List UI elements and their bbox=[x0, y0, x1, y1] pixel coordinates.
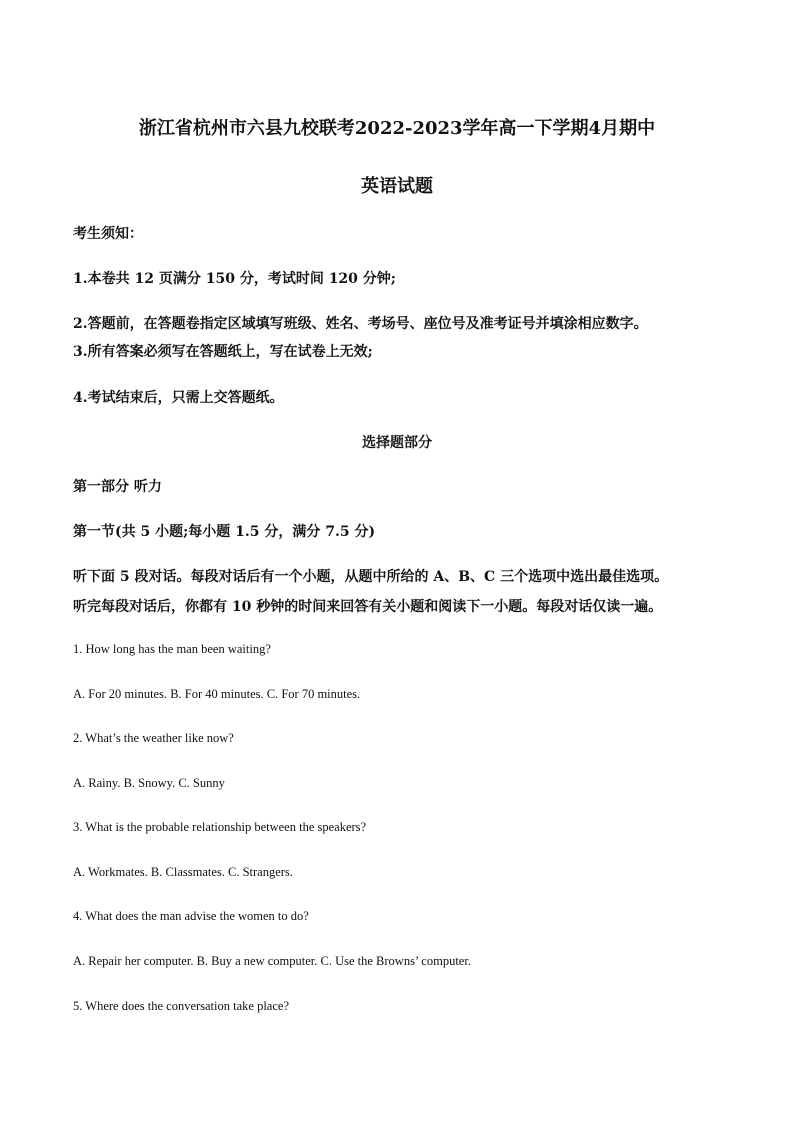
question-3-options: A. Workmates. B. Classmates. C. Strangers. bbox=[73, 865, 293, 879]
subsection-heading: 第一节(共 5 小题;每小题 1.5 分，满分 7.5 分) bbox=[73, 524, 376, 540]
notice-item-1: 1.本卷共 12 页满分 150 分，考试时间 120 分钟; bbox=[73, 271, 396, 287]
question-2: 2. What’s the weather like now? bbox=[73, 731, 234, 745]
question-5: 5. Where does the conversation take place? bbox=[73, 999, 289, 1013]
question-4-options: A. Repair her computer. B. Buy a new computer. C. Use the Browns’ computer. bbox=[73, 954, 471, 968]
question-4: 4. What does the man advise the women to do? bbox=[73, 909, 309, 923]
question-1-options: A. For 20 minutes. B. For 40 minutes. C. For 70 minutes. bbox=[73, 687, 361, 701]
notice-item-2: 2.答题前，在答题卷指定区域填写班级、姓名、考场号、座位号及准考证号并填涂相应数字。 bbox=[73, 316, 648, 332]
part-heading: 第一部分 听力 bbox=[73, 479, 162, 495]
exam-title-line2: 英语试题 bbox=[361, 176, 433, 197]
notice-heading: 考生须知： bbox=[73, 226, 143, 242]
instruction-line-2: 听完每段对话后，你都有 10 秒钟的时间来回答有关小题和阅读下一小题。每段对话仅读一遍。 bbox=[73, 599, 663, 615]
notice-item-3: 3.所有答案必须写在答题纸上，写在试卷上无效; bbox=[73, 344, 373, 360]
question-1: 1. How long has the man been waiting? bbox=[73, 642, 271, 656]
question-3: 3. What is the probable relationship between the speakers? bbox=[73, 820, 367, 834]
notice-item-4: 4.考试结束后，只需上交答题纸。 bbox=[73, 390, 284, 406]
question-2-options: A. Rainy. B. Snowy. C. Sunny bbox=[73, 776, 225, 790]
section-name: 选择题部分 bbox=[362, 435, 432, 451]
exam-title-line1: 浙江省杭州市六县九校联考2022-2023学年高一下学期4月期中 bbox=[138, 118, 656, 139]
instruction-line-1: 听下面 5 段对话。每段对话后有一个小题，从题中所给的 A、B、C 三个选项中选出最佳选项。 bbox=[73, 569, 669, 585]
